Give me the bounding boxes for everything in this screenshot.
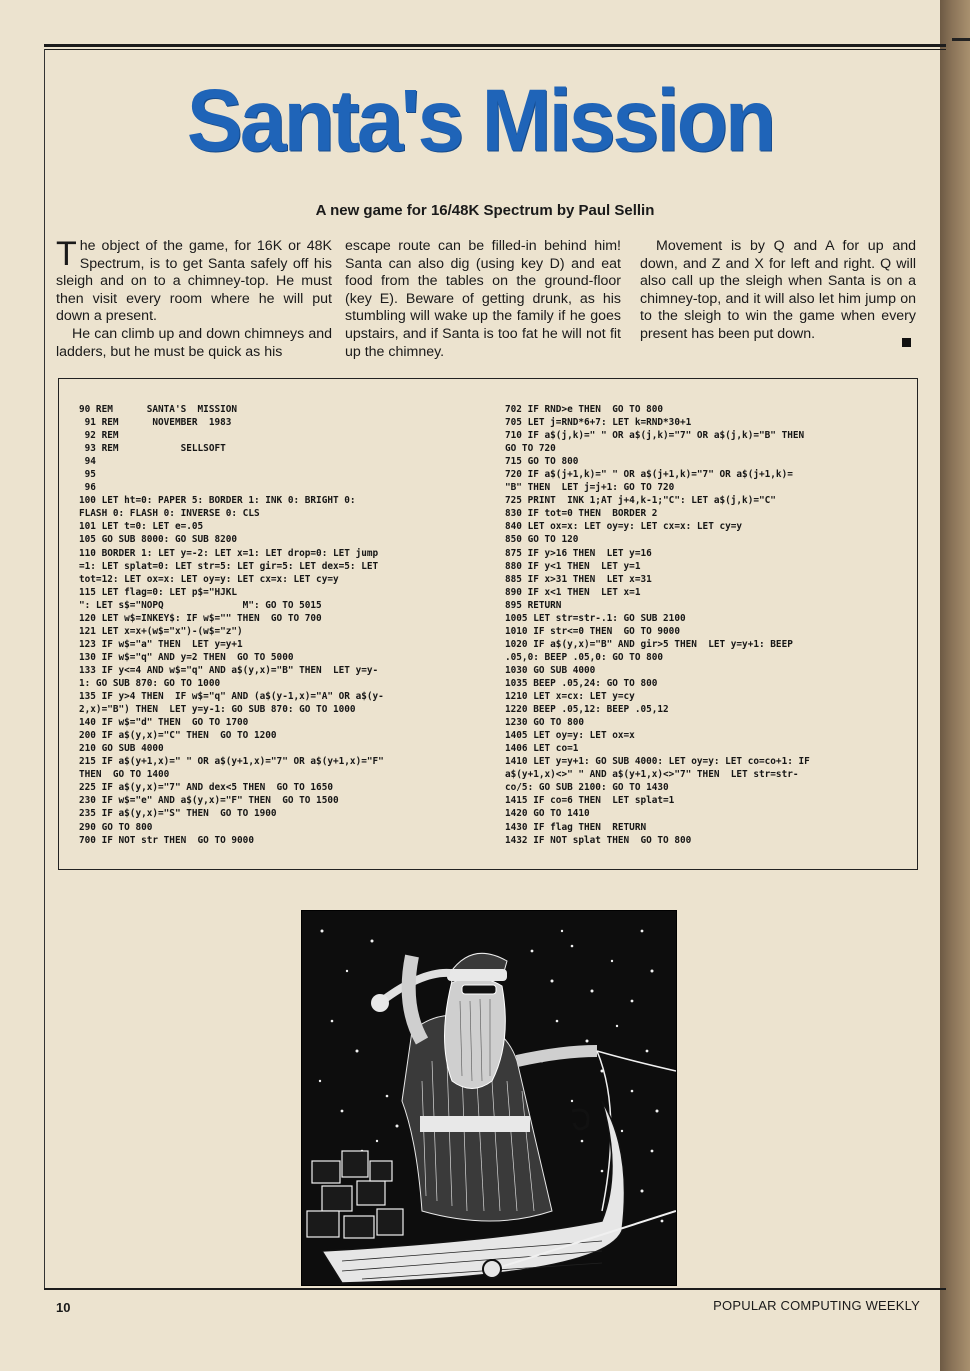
belt	[420, 1116, 530, 1132]
text-column-1	[56, 235, 332, 361]
edge-rule-mark	[952, 38, 970, 41]
page-number: 10	[56, 1300, 71, 1315]
paragraph: escape route can be filled-in behind him! Santa can also dig (using key D) and eat food from the tables on the ground-floor (key E). Beware of getting drunk, as his stumbling will wake up the family if he goes upstairs, and if Santa is too fat he will not fit up the chimney.	[345, 238, 621, 360]
listing-column-right: 702 IF RND>e THEN GO TO 800 705 LET j=RND*6+7: LET k=RND*30+1 710 IF a$(j,k)=" " OR a$(j,k)="7" OR a$(j,k)="B" THEN GO TO 720 715 GO TO 800 720 IF a$(j+1,k)=" " OR a$(j+1,k)="7" OR a$(j+1,k)= "B" THEN LET j=j+1: GO TO 720 725 PRINT INK 1;AT j+4,k-1;"C": LET a$(j,k)="C" 830 IF tot=0 THEN BORDER 2 840 LET ox=x: LET oy=y: LET cx=x: LET cy=y 850 GO TO 120 875 IF y>16 THEN LET y=16 880 IF y<1 THEN LET y=1 885 IF x>31 THEN LET x=31 890 IF x<1 THEN LET x=1 895 RETURN 1005 LET str=str-.1: GO SUB 2100 1010 IF str<=0 THEN GO TO 9000 1020 IF a$(y,x)="B" AND gir>5 THEN LET y=y+1: BEEP .05,0: BEEP .05,0: GO TO 800 1030 GO SUB 4000 1035 BEEP .05,24: GO TO 800 1210 LET x=cx: LET y=cy 1220 BEEP .05,12: BEEP .05,12 1230 GO TO 800 1405 LET oy=y: LET ox=x 1406 LET co=1 1410 LET y=y+1: GO SUB 4000: LET oy=y: LET co=co+1: IF a$(y+1,x)<>" " AND a$(y+1,x)<>"7" THEN LET str=str- co/5: GO SUB 2100: GO TO 1430 1415 IF co=6 THEN LET splat=1 1420 GO TO 1410 1430 IF flag THEN RETURN 1432 IF NOT splat THEN GO TO 800	[505, 404, 810, 846]
paragraph: He can climb up and down chimneys and ladders, but he must be quick as his	[56, 325, 332, 360]
hat-bobble	[371, 994, 389, 1012]
article-subtitle: A new game for 16/48K Spectrum by Paul Sellin	[315, 202, 655, 219]
runner-curl	[483, 1260, 501, 1278]
paragraph	[56, 235, 332, 326]
article-title: Santa's Mission	[186, 70, 774, 170]
frame-left-rule	[44, 49, 45, 1289]
santa-drawing	[302, 911, 676, 1285]
reins-arm	[517, 1051, 597, 1061]
text-column-2	[345, 238, 621, 361]
drop-cap: T	[56, 235, 77, 273]
end-of-article-mark	[902, 338, 911, 347]
listing-column-left: 90 REM SANTA'S MISSION 91 REM NOVEMBER 1983 92 REM 93 REM SELLSOFT 94 95 96 100 LET ht=0: PAPER 5: BORDER 1: INK 0: BRIGHT 0: FLASH 0: FLASH 0: INVERSE 0: CLS 101 LET t=0: LET e=.05 105 GO SUB 8000: GO SUB 8200 110 BORDER 1: LET y=-2: LET x=1: LET drop=0: LET jump =1: LET splat=0: LET str=5: LET gir=5: LET dex=5: LET tot=12: LET ox=x: LET oy=y: LET cx=x: LET cy=y 115 LET flag=0: LET p$="HJKL ": LET s$="NOPQ M": GO TO 5015 120 LET w$=INKEY$: IF w$="" THEN GO TO 700 121 LET x=x+(w$="x")-(w$="z") 123 IF w$="a" THEN LET y=y+1 130 IF w$="q" AND y=2 THEN GO TO 5000 133 IF y<=4 AND w$="q" AND a$(y,x)="B" THEN LET y=y- 1: GO SUB 870: GO TO 1000 135 IF y>4 THEN IF w$="q" AND (a$(y-1,x)="A" OR a$(y- 2,x)="B") THEN LET y=y-1: GO SUB 870: GO TO 1000 140 IF w$="d" THEN GO TO 1700 200 IF a$(y,x)="C" THEN GO TO 1200 210 GO SUB 4000 215 IF a$(y+1,x)=" " OR a$(y+1,x)="7" OR a$(y+1,x)="F" THEN GO TO 1400 225 IF a$(y,x)="7" AND dex<5 THEN GO TO 1650 230 IF w$="e" AND a$(y,x)="F" THEN GO TO 1500 235 IF a$(y,x)="S" THEN GO TO 1900 290 GO TO 800 700 IF NOT str THEN GO TO 9000	[79, 404, 384, 846]
top-rule-thin	[44, 49, 946, 50]
raised-arm	[409, 956, 422, 1041]
hat-brim	[447, 969, 507, 981]
paragraph-text: he object of the game, for 16K or 48K Spectrum, is to get Santa safely off his sleigh and on to a chimney-top. He must then visit every room where he will put down a present.	[56, 238, 332, 325]
text-column-3	[640, 238, 916, 344]
presents-pile	[307, 1151, 403, 1238]
adjacent-page-edge	[940, 0, 970, 1371]
program-listing	[58, 378, 918, 870]
goggles	[462, 985, 496, 994]
sleigh-scroll	[572, 1110, 588, 1129]
paragraph: Movement is by Q and A for up and down, and Z and X for left and right. Q will also call up the sleigh when Santa is on a chimney-top, and it will also let him jump on to the sleigh to win the game when every present has been put down.	[640, 238, 916, 342]
publication-name: POPULAR COMPUTING WEEKLY	[713, 1298, 920, 1313]
top-rule	[44, 44, 946, 47]
santa-illustration	[301, 910, 677, 1286]
bottom-rule	[44, 1288, 946, 1290]
